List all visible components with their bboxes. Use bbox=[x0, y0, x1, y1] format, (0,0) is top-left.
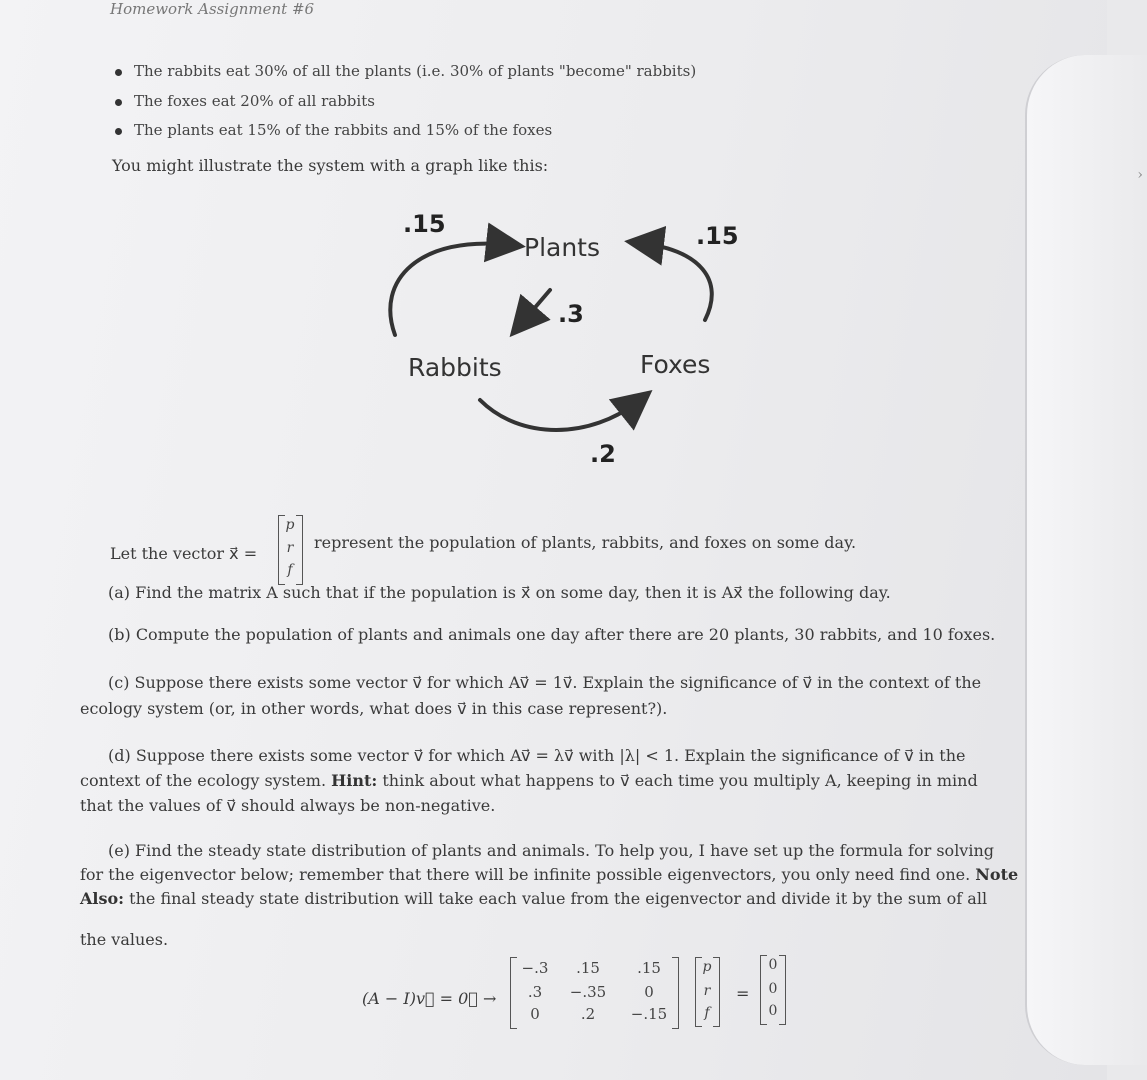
vector-entry: r bbox=[286, 540, 294, 556]
bullet-text: The rabbits eat 30% of all the plants (i.e. 30% of plants "become" rabbits) bbox=[134, 62, 697, 80]
question-b: (b) Compute the population of plants and animals one day after there are 20 plants, 30 rabbits, and 10 foxes. bbox=[108, 625, 996, 644]
eigvec-bracket-right bbox=[713, 957, 720, 1027]
question-a: (a) Find the matrix A such that if the population is x⃗ on some day, then it is Ax⃗ the following day. bbox=[108, 583, 891, 602]
vector-bracket-right bbox=[296, 515, 303, 585]
curl-chevron-icon: › bbox=[1137, 167, 1143, 183]
node-rabbits: Rabbits bbox=[408, 353, 502, 382]
arrow-plants-to-rabbits bbox=[520, 290, 550, 325]
vector-entry: f bbox=[287, 562, 293, 578]
eigvec-entry: f bbox=[704, 1005, 710, 1021]
matrix-cell: −.35 bbox=[569, 983, 607, 1001]
hint-label: Hint: bbox=[331, 771, 378, 790]
weight-foxes-plants: .15 bbox=[696, 222, 739, 250]
matrix-cell: −.15 bbox=[630, 1005, 668, 1023]
arrow-rabbits-to-foxes bbox=[480, 400, 640, 430]
vector-description: represent the population of plants, rabbits, and foxes on some day. bbox=[314, 533, 857, 552]
question-e-line3 bbox=[80, 888, 987, 910]
arrow-rabbits-to-plants bbox=[390, 244, 510, 335]
question-e-text: the final steady state distribution will take each value from the eigenvector and divide it by the sum of all bbox=[124, 889, 988, 908]
graph-intro: You might illustrate the system with a graph like this: bbox=[112, 156, 549, 175]
node-foxes: Foxes bbox=[640, 350, 711, 379]
matrix-bracket-right bbox=[672, 957, 679, 1029]
equals-sign: = bbox=[736, 984, 750, 1003]
note-label: Note bbox=[975, 865, 1019, 884]
weight-rabbits-foxes: .2 bbox=[590, 440, 616, 468]
arrow-foxes-to-plants bbox=[640, 243, 712, 320]
matrix-cell: 0 bbox=[644, 983, 654, 1001]
weight-rabbits-plants: .15 bbox=[403, 210, 446, 238]
bullet-text: The plants eat 15% of the rabbits and 15% of the foxes bbox=[134, 121, 553, 139]
question-e-line4: the values. bbox=[80, 930, 169, 949]
matrix-cell: .2 bbox=[580, 1005, 596, 1023]
eigvec-entry: r bbox=[703, 983, 711, 999]
eigvec-entry: p bbox=[702, 959, 712, 975]
equation-lhs: (A − I)v⃗ = 0⃗ → bbox=[362, 989, 497, 1008]
assignment-header: Homework Assignment #6 bbox=[110, 0, 315, 18]
question-e-text: for the eigenvector below; remember that there will be infinite possible eigenvectors, you only need find one. bbox=[80, 865, 976, 884]
zero-bracket-right bbox=[779, 955, 786, 1025]
zero-entry: 0 bbox=[768, 1003, 778, 1019]
vector-entry: p bbox=[285, 517, 295, 533]
matrix-cell: 0 bbox=[530, 1005, 540, 1023]
matrix-cell: .15 bbox=[576, 959, 600, 977]
question-d-line2 bbox=[80, 770, 978, 792]
question-d-text: think about what happens to v⃗ each time you multiply A, keeping in mind bbox=[377, 771, 978, 790]
matrix-cell: −.3 bbox=[521, 959, 549, 977]
matrix-cell: .3 bbox=[527, 983, 543, 1001]
question-e-line1: (e) Find the steady state distribution of plants and animals. To help you, I have set up the formula for solving bbox=[108, 841, 995, 860]
question-d-line1: (d) Suppose there exists some vector v⃗ for which Av⃗ = λv⃗ with |λ| < 1. Explain the significance of v⃗ in the bbox=[108, 746, 966, 765]
matrix-cell: .15 bbox=[637, 959, 661, 977]
question-c-line1: (c) Suppose there exists some vector v⃗ for which Av⃗ = 1v⃗. Explain the significance of v⃗ in the context of the bbox=[108, 673, 982, 692]
question-d-line3: that the values of v⃗ should always be non-negative. bbox=[80, 796, 496, 815]
question-d-text: context of the ecology system. bbox=[80, 771, 332, 790]
vector-intro: Let the vector x⃗ = bbox=[110, 544, 258, 563]
question-e-line2 bbox=[80, 864, 1018, 886]
bullet-text: The foxes eat 20% of all rabbits bbox=[134, 92, 375, 110]
also-label: Also: bbox=[80, 889, 125, 908]
zero-entry: 0 bbox=[768, 957, 778, 973]
node-plants: Plants bbox=[524, 233, 601, 262]
weight-plants-rabbits: .3 bbox=[558, 300, 584, 328]
zero-entry: 0 bbox=[768, 981, 778, 997]
question-c-line2: ecology system (or, in other words, what does v⃗ in this case represent?). bbox=[80, 699, 668, 718]
